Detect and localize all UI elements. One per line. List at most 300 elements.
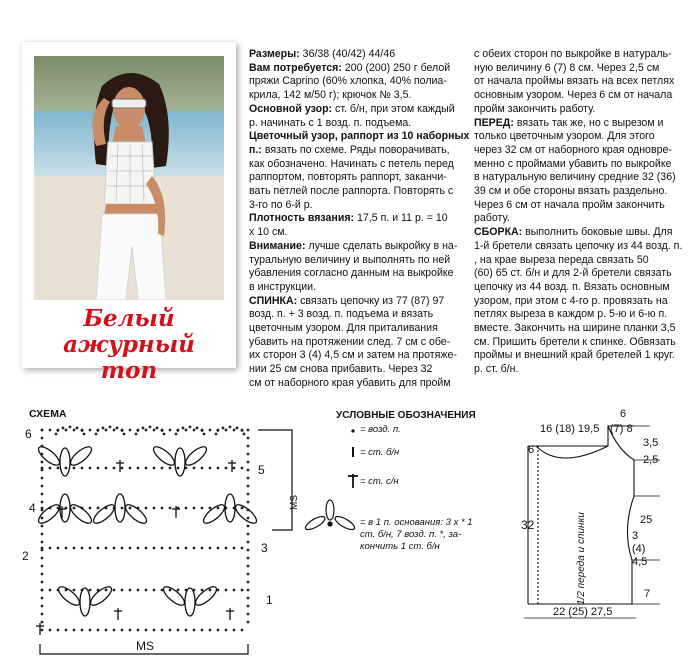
chain-stitch [137,629,140,632]
chain-stitch [41,573,44,576]
row-number-5: 5 [258,463,265,477]
chain-stitch [225,429,228,432]
chain-stitch [49,429,52,432]
chain-stitch [137,547,140,550]
text-line [474,158,682,172]
chain-stitch [129,429,132,432]
text-line [249,377,469,391]
chain-stitch [201,547,204,550]
chain-stitch [41,549,44,552]
chain-stitch [153,467,156,470]
shell-symbol-icon [304,500,357,532]
shell-petal [123,502,149,526]
text-line [249,89,469,103]
text-line [249,349,469,363]
chain-stitch [185,429,188,432]
text-run: х 10 см. [249,226,288,239]
text-line [249,130,469,144]
text-line [474,130,682,144]
chain-stitch [105,589,108,592]
chain-stitch [81,629,84,632]
chain-stitch [81,429,84,432]
photo-title-line1: Белый ажурный [63,305,195,358]
chain-stitch [41,493,44,496]
chain-stitch [55,433,58,436]
chain-stitch [123,433,126,436]
chain-stitch [121,547,124,550]
text-run: 36/38 (40/42) 44/46 [299,48,396,60]
chain-stitch [102,427,105,430]
chain-stitch [247,453,250,456]
scheme-title: СХЕМА [29,408,67,420]
text-run: через 32 см от наборного края одновре- [474,143,672,156]
chain-stitch [189,426,192,429]
chain-stitch [209,629,212,632]
chain-stitch [41,429,44,432]
chain-stitch [153,507,156,510]
chain-stitch [73,467,76,470]
row-number-1: 1 [266,593,273,607]
chain-stitch [247,581,250,584]
text-run: вать петлей после раппорта. Повторять с [249,185,454,198]
text-line [249,308,469,322]
chain-stitch [177,547,180,550]
text-run: раппортом, повторять раппорт, заканчи- [249,171,447,184]
shell-petal [175,448,185,476]
text-run: вязать по схеме. Ряды поворачивать, [261,143,450,156]
text-run: вязать так же, но с вырезом и [513,116,664,129]
chain-stitch [233,547,236,550]
text-heading-run: п.: [249,143,262,156]
chain-stitch [41,437,44,440]
text-run: пряжи Caprino (60% хлопка, 40% полиа- [249,75,447,88]
text-run: вместе. Закончить на ширине планки 3,5 [474,322,676,335]
text-line [474,75,682,89]
chain-stitch [241,429,244,432]
text-line [249,226,469,240]
chain-stitch [89,467,92,470]
text-run: лучше сделать выкройку в на- [305,239,458,252]
model-photo [34,56,224,300]
text-line [474,254,682,268]
chain-stitch [41,581,44,584]
chain-stitch [233,629,236,632]
chain-stitch [193,467,196,470]
chain-stitch [209,467,212,470]
chain-stitch [203,433,206,436]
chain-stitch [169,507,172,510]
chain-stitch [41,533,44,536]
chain-stitch [73,429,76,432]
chain-stitch [116,427,119,430]
text-line [474,171,682,185]
chain-stitch [185,547,188,550]
row-number-4: 4 [29,501,36,515]
text-run: туральную величину и выполнять по ней [249,253,451,266]
text-line [474,267,682,281]
chain-stitch [97,547,100,550]
text-line [249,254,469,268]
text-run: только цветочным узором. Для этого [474,130,655,143]
chain-stitch [95,433,98,436]
legend-shell: = в 1 п. основания: 3 х * 1 ст. б/н, 7 возд. п. *, за-кончить 1 ст. б/н [360,517,473,552]
row-number-3: 3 [261,541,268,555]
chain-stitch [196,427,199,430]
chain-stitch [65,547,68,550]
shell-petal [115,494,125,522]
chain-stitch [201,507,204,510]
chain-stitch [65,429,68,432]
text-run: , на крае выреза переда связать 50 [474,253,649,266]
chain-stitch [41,557,44,560]
chain-stitch [145,547,148,550]
chain-stitch [236,427,239,430]
chain-stitch [97,629,100,632]
chain-stitch [62,427,65,430]
chain-stitch [81,467,84,470]
legend-hdc: = ст. с/н [360,476,399,487]
repeat-label-vertical: MS [289,495,300,510]
chain-stitch [247,445,250,448]
shell-petal [60,448,70,476]
chain-stitch [57,547,60,550]
chain-stitch [41,501,44,504]
text-line [474,62,682,76]
text-run: возд. п. + 3 возд. п. подъема и вязать [249,308,434,321]
text-run: убавления согласно данным на выкройке [249,267,454,280]
chain-stitch [145,429,148,432]
chain-stitch [247,501,250,504]
chain-stitch [247,525,250,528]
chain-stitch [41,621,44,624]
chain-stitch [247,493,250,496]
shell-petal [151,444,177,468]
chain-stitch [201,429,204,432]
chain-stitch [185,507,188,510]
photo-title-line2: топ [100,357,158,384]
shell-petal [68,502,94,526]
chain-stitch [56,429,59,432]
chain-stitch [145,507,148,510]
shell-petal [233,502,259,526]
chain-stitch [247,557,250,560]
text-line [249,295,469,309]
chain-stitch [89,547,92,550]
text-run: петлях выреза в каждом р. 5-ю и 6-ю п. [474,308,668,321]
shell-petal [88,584,114,608]
text-heading-run: СПИНКА: [249,294,298,307]
chain-stitch [156,427,159,430]
text-line [474,212,682,226]
text-run: р. начинать с 1 возд. п. подъема. [249,116,412,129]
chain-stitch [137,589,140,592]
chain-stitch [201,589,204,592]
text-run: пройм закончить работу. [474,102,596,115]
chain-stitch [161,507,164,510]
chain-stitch [217,467,220,470]
text-heading-run: СБОРКА: [474,226,523,239]
chain-stitch [113,467,116,470]
text-run: в натуральную величину средние 32 (36) [474,171,676,184]
chain-stitch [121,507,124,510]
chain-stitch [175,433,178,436]
chain-stitch [247,429,250,432]
instructions-column-2 [474,48,682,377]
chain-stitch [41,485,44,488]
chain-stitch [169,589,172,592]
photo-title [22,306,236,384]
instructions-column-1 [249,48,469,391]
legend-chain: = возд. п. [360,424,401,435]
legend-sc: = ст. б/н [360,447,400,458]
chain-stitch [113,429,116,432]
chain-stitch [161,467,164,470]
text-run: с обеих сторон по выкройке в натураль- [474,48,672,60]
text-run: основным узором. Через 6 см от начала [474,89,673,102]
chain-stitch [222,427,225,430]
shell-petal [80,588,90,616]
text-line [249,363,469,377]
neck-width-alt-label: (7) 8 [610,423,633,435]
text-line [474,117,682,131]
chain-stitch [229,426,232,429]
text-run: связать цепочку из 77 (87) 97 [297,294,445,307]
chain-stitch [225,467,228,470]
chain-stitch [161,429,164,432]
neck-depth-label: 6 [528,444,535,456]
chain-stitch [247,573,250,576]
text-run: выполнить боковые швы. Для [522,226,673,239]
chain-stitch [241,589,244,592]
text-line [249,185,469,199]
chain-stitch [217,507,220,510]
chain-stitch [41,461,44,464]
text-line [249,75,469,89]
text-run: проймы и внешний край бретелей 1 круг. [474,349,675,362]
chain-stitch [161,547,164,550]
chain-stitch [225,629,228,632]
hdc-symbol-icon [348,474,358,488]
chain-stitch [129,629,132,632]
legend-title: УСЛОВНЫЕ ОБОЗНАЧЕНИЯ [336,410,476,421]
photo-card [22,42,236,384]
chain-stitch [73,547,76,550]
chain-stitch [247,621,250,624]
text-heading-run: Размеры: [249,48,300,60]
text-line [249,212,469,226]
chain-stitch [193,507,196,510]
chain-stitch [41,589,44,592]
chain-stitch [49,547,52,550]
chain-stitch [247,541,250,544]
chain-stitch [182,427,185,430]
text-run: см от наборного края убавить для пройм [249,376,451,389]
text-run: ную величину 6 (7) 8 см. Через 2,5 см [474,61,660,74]
chain-stitch [185,629,188,632]
chain-stitch [209,547,212,550]
chain-stitch [201,629,204,632]
text-heading-run: Плотность вязания: [249,212,355,225]
text-run: 1-й бретели связать цепочку из 44 возд. п. [474,239,683,252]
row-number-2: 2 [22,549,29,563]
chain-stitch [247,469,250,472]
chain-symbol-icon [351,429,354,432]
chain-stitch [247,517,250,520]
text-line [474,89,682,103]
chain-stitch [215,433,218,436]
chain-stitch [177,589,180,592]
text-line [474,295,682,309]
text-line [474,336,682,350]
text-heading-run: Вам потребуется: [249,61,342,74]
shell-petal [183,444,209,468]
text-run: их сторон 3 (4) 4,5 см и затем на протяже- [249,349,457,362]
chain-stitch [41,517,44,520]
chain-stitch [136,429,139,432]
chain-stitch [176,429,179,432]
chain-stitch [49,589,52,592]
text-heading-run: Внимание: [249,239,306,252]
chain-stitch [41,509,44,512]
text-run: р. ст. б/н. [474,363,519,376]
chain-stitch [177,467,180,470]
chain-stitch [247,605,250,608]
chain-stitch [129,467,132,470]
chain-stitch [89,629,92,632]
text-run: Через 6 см от начала пройм закончить [474,198,665,211]
text-line [249,336,469,350]
waist-dec-label-2: (4) [632,543,646,555]
chain-stitch [121,467,124,470]
chain-stitch [169,467,172,470]
chain-stitch [49,467,52,470]
chain-stitch [153,547,156,550]
chain-stitch [49,629,52,632]
text-run: как обозначено. Начинать с петель перед [249,157,454,170]
chain-stitch [73,507,76,510]
chain-stitch [216,429,219,432]
text-line [474,226,682,240]
chain-stitch [169,429,172,432]
text-line [474,363,682,377]
chain-stitch [247,477,250,480]
text-run: ст. б/н, при этом каждый [332,102,455,115]
chain-stitch [113,629,116,632]
chain-stitch [41,597,44,600]
chain-stitch [163,433,166,436]
chain-stitch [153,589,156,592]
chain-stitch [73,589,76,592]
text-heading-run: Основной узор: [249,102,333,115]
shell-petal [185,588,195,616]
chain-stitch [209,429,212,432]
text-line [474,281,682,295]
bottom-width-label: 22 (25) 27,5 [553,606,613,618]
chain-stitch [121,589,124,592]
chain-stitch [57,629,60,632]
chain-stitch [247,597,250,600]
chain-stitch [83,433,86,436]
chain-stitch [97,507,100,510]
side-length-label: 25 [640,514,653,526]
chain-stitch [241,507,244,510]
shell-petal [36,502,62,526]
chain-stitch [129,547,132,550]
armhole-top-label: 3,5 [643,437,659,449]
chain-stitch [233,589,236,592]
chain-stitch [97,467,100,470]
chain-stitch [153,429,156,432]
chain-stitch [121,429,124,432]
chain-stitch [105,467,108,470]
chain-stitch [145,589,148,592]
chain-stitch [137,467,140,470]
chain-stitch [153,629,156,632]
text-line [249,103,469,117]
chain-stitch [247,589,250,592]
chain-stitch [241,467,244,470]
chain-stitch [89,429,92,432]
text-line [249,199,469,213]
armhole-depth-label: 2,5 [643,454,659,466]
chain-stitch [105,429,108,432]
text-heading-run: Цветочный узор, раппорт из 10 наборных [249,130,470,143]
chain-stitch [69,426,72,429]
text-run: нии 25 см снова прибавить. Через 32 [249,363,433,376]
text-run: 39 см и обе стороны вязать раздельно. [474,185,668,198]
chain-stitch [233,467,236,470]
chain-stitch [247,613,250,616]
waist-dec-label-1: 3 [632,530,639,542]
chain-stitch [177,629,180,632]
chain-stitch [169,547,172,550]
text-run: работу. [474,212,510,225]
chain-stitch [41,525,44,528]
shell-petal [91,502,117,526]
chain-stitch [161,629,164,632]
chain-stitch [145,629,148,632]
chain-stitch [233,429,236,432]
text-run: цепочку из 44 возд. п. Вязать основным [474,280,670,293]
chain-stitch [89,507,92,510]
chain-stitch [81,547,84,550]
hem-height-label: 7 [644,588,651,600]
shell-petal [36,444,62,468]
body-length-label: 32 [521,518,535,532]
chain-stitch [169,629,172,632]
chain-stitch [193,629,196,632]
text-line [249,171,469,185]
text-line [474,48,682,62]
crochet-chart [0,418,300,666]
text-line [249,240,469,254]
text-line [249,267,469,281]
chain-stitch [243,433,246,436]
chain-stitch [41,469,44,472]
text-line [474,199,682,213]
chain-stitch [193,547,196,550]
text-line [474,322,682,336]
schematic-caption: 1/2 переда и спинки [576,512,587,605]
neck-width-label: 6 [620,408,627,420]
chain-stitch [241,547,244,550]
row-number-6: 6 [25,427,32,441]
chain-stitch [89,589,92,592]
chain-stitch [41,613,44,616]
text-run: в инструкции. [249,280,317,293]
chain-stitch [73,629,76,632]
text-line [249,144,469,158]
